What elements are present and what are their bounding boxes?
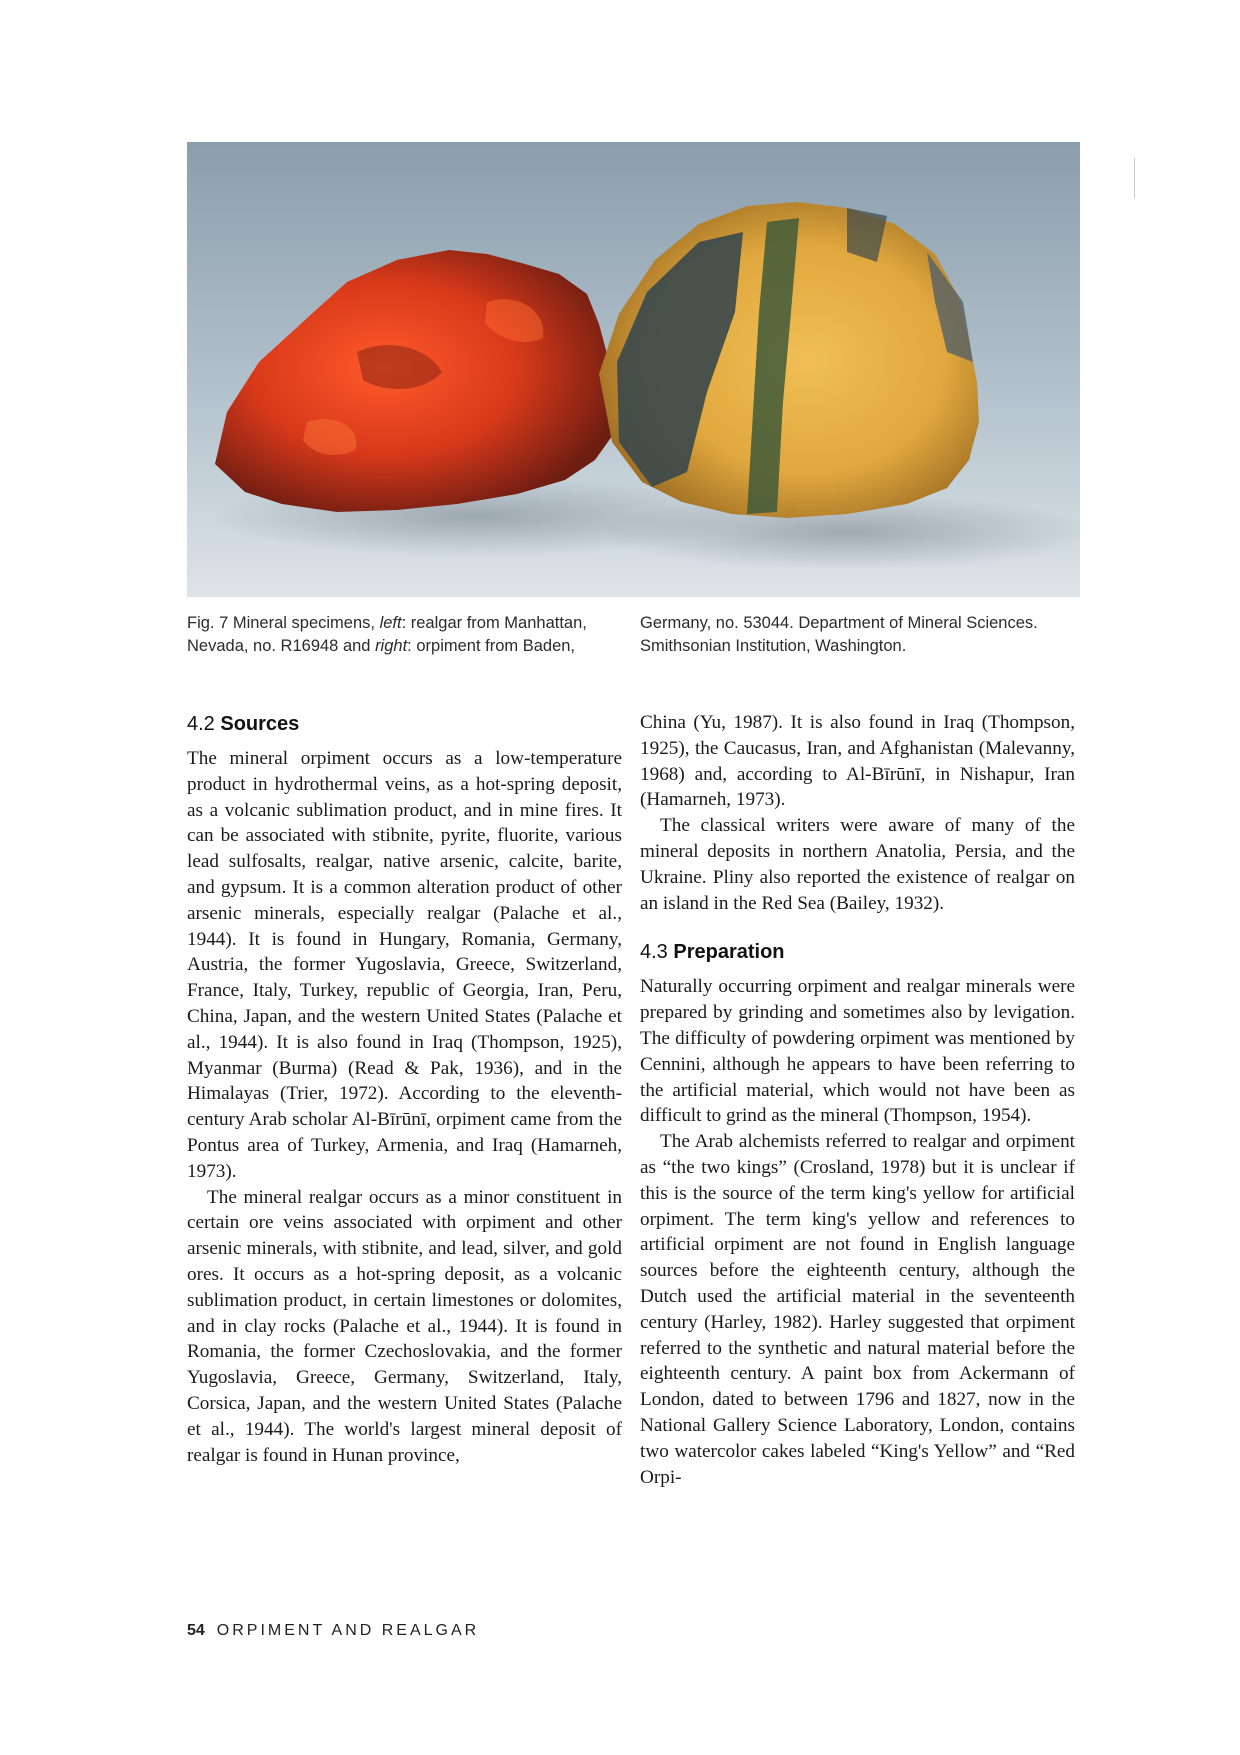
figure-caption-right: Germany, no. 53044. Department of Mineral Sciences. Smithsonian Institution, Washington.: [640, 614, 1038, 655]
page-number: 54: [187, 1622, 205, 1639]
paragraph: The Arab alchemists referred to realgar and orpiment as “the two kings” (Crosland, 1978) but it is unclear if this is the source of the term king's yellow for artificial orpiment. The term king's yellow and references to artificial orpiment are not found in English language sources before the eighteenth century, although the Dutch used the artificial material in the seventeenth century (Harley, 1982). Harley suggested that orpiment referred to the synthetic and natural material before the eighteenth century. A paint box from Ackermann of London, dated to between 1796 and 1827, now in the National Gallery Science Laboratory, London, contains two watercolor cakes labeled “King's Yellow” and “Red Orpi-: [640, 1131, 1075, 1488]
left-column: [187, 710, 622, 1468]
paragraph: The mineral realgar occurs as a minor constituent in certain ore veins associated with orpiment and other arsenic minerals, with stibnite, and lead, silver, and gold ores. It occurs as a hot-spring deposit, as a volcanic sublimation product, in certain limestones or dolomites, and in clay rocks (Palache et al., 1944). It is found in Romania, the former Czechoslovakia, and the former Yugoslavia, Greece, Germany, Switzerland, Italy, Corsica, Japan, and the western United States (Palache et al., 1944). The world's largest mineral deposit of realgar is found in Hunan province,: [187, 1186, 622, 1466]
paragraph: The mineral orpiment occurs as a low-temperature product in hydrothermal veins, as a hot-spring deposit, as a volcanic sublimation product, and in mine fires. It can be associated with stibnite, pyrite, fluorite, various lead sulfosalts, realgar, native arsenic, calcite, barite, and gypsum. It is a common alteration product of other arsenic minerals, especially realgar (Palache et al., 1944). It is found in Hungary, Romania, Germany, Austria, the former Yugoslavia, Greece, Switzerland, France, Italy, Turkey, republic of Georgia, Iran, Peru, China, Japan, and the western United States (Palache et al., 1944). It is also found in Iraq (Thompson, 1925), Myanmar (Burma) (Read & Pak, 1936), and in the Himalayas (Trier, 1972). According to the eleventh-century Arab scholar Al-Bīrūnī, orpiment came from the Pontus area of Turkey, Armenia, and Iraq (Hamarneh, 1973).: [187, 748, 622, 1182]
paragraph: China (Yu, 1987). It is also found in Iraq (Thompson, 1925), the Caucasus, Iran, and Afghanistan (Malevanny, 1968) and, according to Al-Bīrūnī, in Nishapur, Iran (Hamarneh, 1973).: [640, 712, 1075, 811]
paragraph: Naturally occurring orpiment and realgar minerals were prepared by grinding and sometimes also by levigation. The difficulty of powdering orpiment was mentioned by Cennini, although he appears to have been referring to the artificial material, which would not have been as difficult to grind as the mineral (Thompson, 1954).: [640, 976, 1075, 1127]
paragraph: The classical writers were aware of many of the mineral deposits in northern Anatolia, Persia, and the Ukraine. Pliny also reported the existence of realgar on an island in the Red Sea (Bailey, 1932).: [640, 815, 1075, 914]
mineral-specimens-illustration: [187, 142, 1080, 597]
running-title: ORPIMENT AND REALGAR: [216, 1622, 480, 1639]
mineral-specimens-photo: [187, 142, 1080, 597]
page-footer: [187, 1622, 479, 1640]
figure-caption-left: Fig. 7 Mineral specimens, left: realgar from Manhattan, Nevada, no. R16948 and right: orpiment from Baden,: [187, 614, 587, 655]
section-heading-preparation: 4.3 Preparation: [640, 941, 785, 964]
right-column: [640, 710, 1075, 1490]
scan-edge-mark: [1134, 158, 1135, 198]
section-heading-sources: 4.2 Sources: [187, 713, 300, 735]
